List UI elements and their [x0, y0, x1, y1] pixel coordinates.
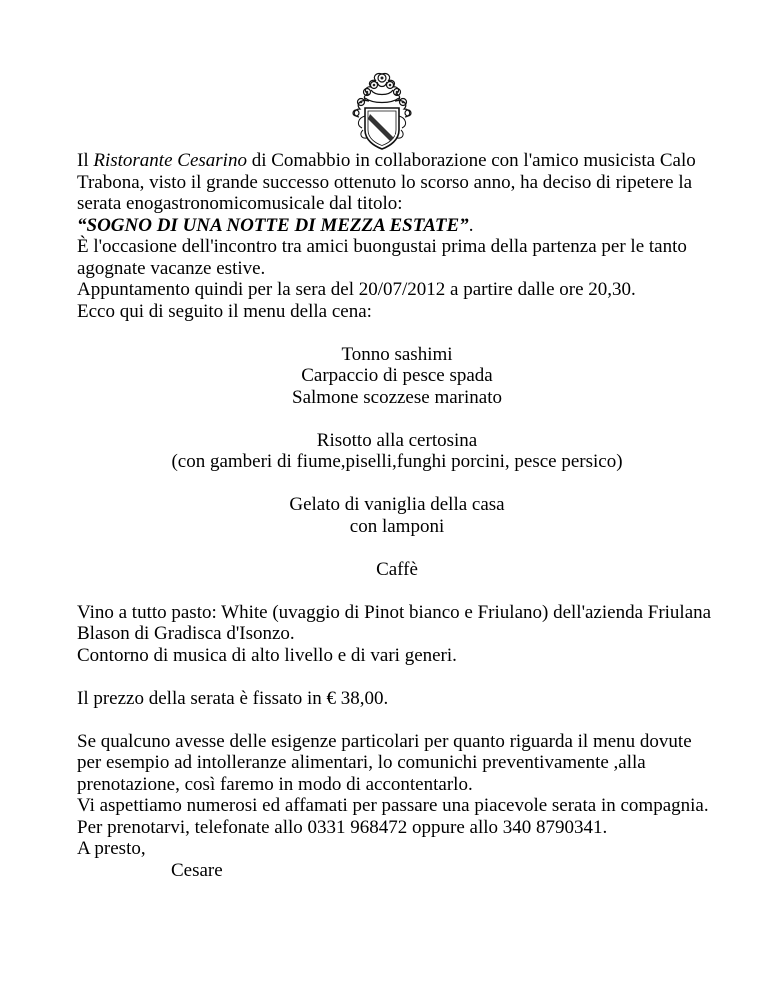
restaurant-name: Ristorante Cesarino [93, 150, 247, 171]
menu-item: Tonno sashimi [341, 343, 453, 365]
occasion-paragraph: È l'occasione dell'incontro tra amici buongustai prima della partenza per le tanto agognate vacanze estive. [77, 236, 687, 279]
price-paragraph: Il prezzo della serata è fissato in € 38,00. [77, 687, 389, 709]
menu-item: (con gamberi di fiume,piselli,funghi porcini, pesce persico) [171, 451, 623, 472]
event-title: “SOGNO DI UNA NOTTE DI MEZZA ESTATE” [77, 214, 469, 236]
intro-paragraph [77, 150, 717, 215]
menu-item: Risotto alla certosina [316, 429, 478, 451]
music-paragraph: Contorno di musica di alto livello e di vari generi. [77, 644, 457, 666]
date-paragraph: Appuntamento quindi per la sera del 20/07/2012 a partire dalle ore 20,30. [77, 279, 636, 300]
menu-item: Gelato di vaniglia della casa [289, 494, 505, 515]
signature: Cesare [171, 859, 223, 881]
menu-item: con lamponi [349, 515, 445, 537]
intro-text-start: Il [77, 150, 94, 171]
menu-intro: Ecco qui di seguito il menu della cena: [77, 300, 372, 322]
letter-body [77, 150, 717, 881]
dietary-paragraph: Se qualcuno avesse delle esigenze particolari per quanto riguarda il menu dovute per esempio ad intolleranze alimentari, lo comunichi preventivamente ,alla prenotazione, così faremo in modo di accontentarlo. [77, 730, 692, 795]
coat-of-arms-icon [343, 68, 421, 152]
booking-paragraph: Vi aspettiamo numerosi ed affamati per passare una piacevole serata in compagnia. Per prenotarvi, telefonate allo 0331 968472 oppure allo 340 8790341. [77, 795, 709, 838]
wine-paragraph: Vino a tutto pasto: White (uvaggio di Pinot bianco e Friulano) dell'azienda Friulana Blason di Gradisca d'Isonzo. [77, 601, 712, 644]
event-title-period: . [468, 214, 474, 236]
menu-item: Carpaccio di pesce spada [301, 365, 493, 386]
menu-item: Salmone scozzese marinato [292, 386, 502, 408]
menu-item: Caffè [376, 558, 418, 580]
event-title-line [77, 215, 717, 237]
greeting: A presto, [77, 838, 146, 859]
intro-text-end: di Comabbio in collaborazione con l'amico musicista Calo Trabona, visto il grande successo ottenuto lo scorso anno, ha deciso di ripetere la serata enogastronomicomusicale dal titolo: [77, 150, 696, 214]
